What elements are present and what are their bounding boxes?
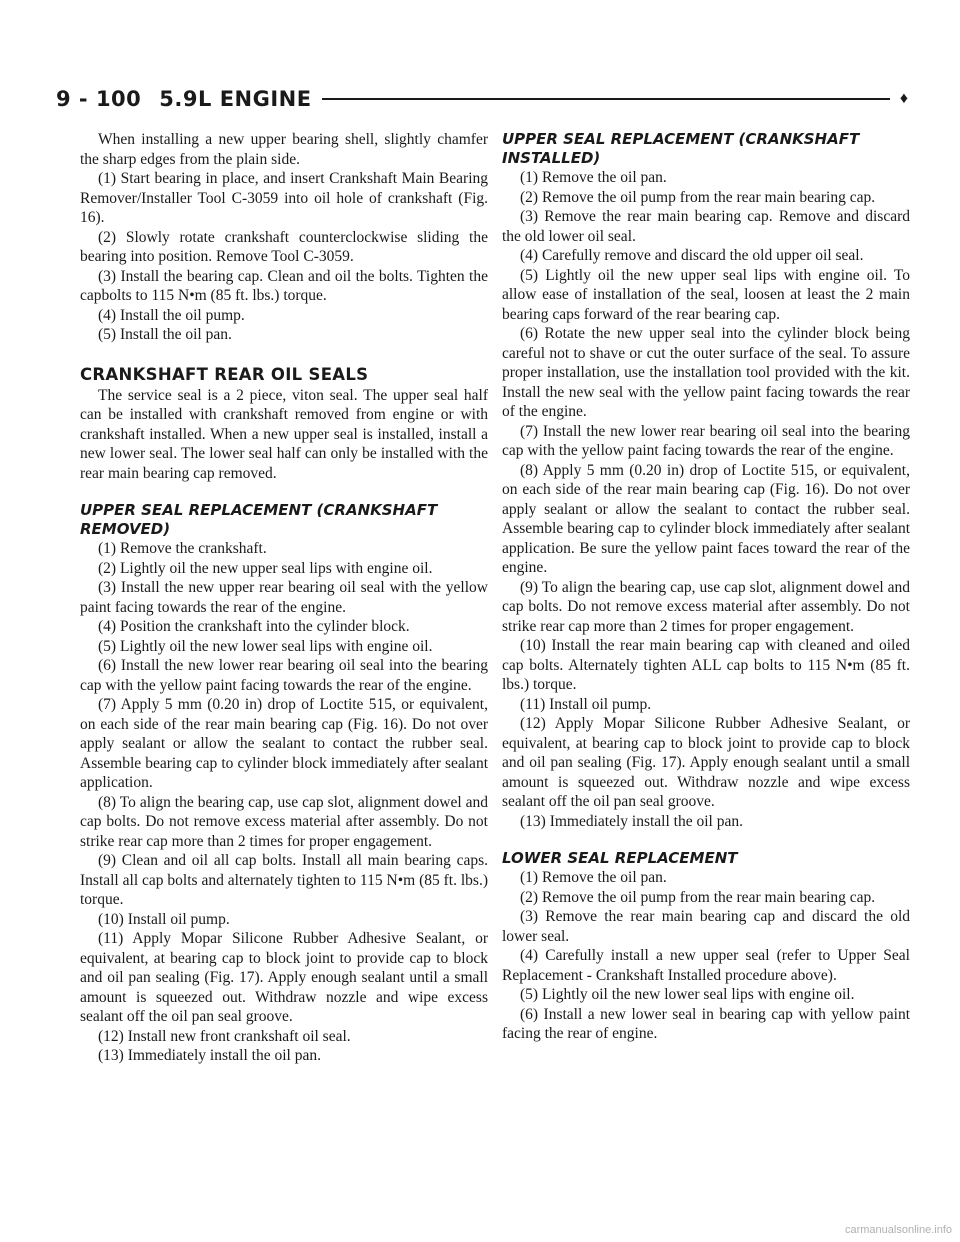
lower-step: (6) Install a new lower seal in bearing cap with yellow paint facing the rear of engine.: [502, 1005, 910, 1042]
right-column: [502, 130, 910, 1044]
installed-step: (10) Install the rear main bearing cap with cleaned and oiled cap bolts. Alternately tighten ALL cap bolts to 115 N•m (85 ft. lbs.) torque.: [502, 637, 910, 693]
removed-step: (6) Install the new lower rear bearing oil seal into the bearing cap with the yellow paint facing towards the rear of the engine.: [80, 657, 488, 694]
site-watermark-footer: carmanualsonline.info: [844, 1224, 952, 1236]
left-column: [80, 130, 488, 1066]
removed-step: (1) Remove the crankshaft.: [98, 540, 267, 557]
section-title: 5.9L ENGINE: [159, 87, 312, 111]
lower-step: (3) Remove the rear main bearing cap and discard the old lower seal.: [502, 908, 910, 945]
installed-step: (3) Remove the rear main bearing cap. Remove and discard the old lower oil seal.: [502, 208, 910, 245]
intro-step: (2) Slowly rotate crankshaft counterclockwise sliding the bearing into position. Remove Tool C-3059.: [80, 228, 488, 265]
upper-seal-installed-heading: UPPER SEAL REPLACEMENT (CRANKSHAFT INSTALLED): [502, 130, 860, 167]
removed-step: (10) Install oil pump.: [98, 910, 230, 928]
installed-step: (1) Remove the oil pan.: [520, 169, 667, 186]
upper-seal-removed-heading: UPPER SEAL REPLACEMENT (CRANKSHAFT REMOVED): [80, 501, 438, 538]
installed-step: (5) Lightly oil the new upper seal lips with engine oil. To allow ease of installation of the seal, loosen at least the 2 main bearing caps forward of the rear bearing cap.: [502, 266, 910, 323]
lower-seal-heading: LOWER SEAL REPLACEMENT: [502, 849, 738, 867]
removed-step: (9) Clean and oil all cap bolts. Install all main bearing caps. Install all cap bolts and alternately tighten to 115 N•m (85 ft. lbs.) torque.: [80, 852, 488, 908]
installed-step: (9) To align the bearing cap, use cap slot, alignment dowel and cap bolts. Do not remove excess material after assembly. Do not strike rear cap more than 2 times for proper engagement.: [502, 578, 910, 635]
installed-step: (6) Rotate the new upper seal into the cylinder block being careful not to shave or cut the outer surface of the seal. To assure proper installation, use the installation tool provided with the kit. Install the new seal with the yellow paint facing towards the rear of the engine.: [502, 325, 910, 420]
lower-step: (4) Carefully install a new upper seal (refer to Upper Seal Replacement - Crankshaft Installed procedure above).: [502, 947, 910, 984]
intro-step: (1) Start bearing in place, and insert Crankshaft Main Bearing Remover/Installer Tool C-3059 into oil hole of crankshaft (Fig. 16).: [80, 170, 488, 226]
installed-step: (4) Carefully remove and discard the old upper oil seal.: [520, 247, 864, 264]
rear-oil-seals-heading: CRANKSHAFT REAR OIL SEALS: [80, 364, 369, 384]
intro-step: (5) Install the oil pan.: [98, 326, 232, 343]
removed-step: (5) Lightly oil the new lower seal lips with engine oil.: [98, 637, 433, 655]
lower-step: (1) Remove the oil pan.: [520, 869, 667, 886]
page-number: 9 - 100: [56, 87, 142, 111]
installed-step: (2) Remove the oil pump from the rear main bearing cap.: [520, 188, 876, 206]
diamond-icon: ♦: [899, 90, 908, 107]
installed-step: (8) Apply 5 mm (0.20 in) drop of Loctite 515, or equivalent, on each side of the rear main bearing cap (Fig. 16). Do not over apply sealant or allow the sealant to contact the rubber seal. Assemble bearing cap to cylinder block immediately after sealant application. Be sure the yellow paint faces toward the rear of the engine.: [502, 461, 910, 576]
removed-step: (4) Position the crankshaft into the cylinder block.: [98, 618, 410, 635]
rear-oil-seals-text: The service seal is a 2 piece, viton seal. The upper seal half can be installed with crankshaft removed from engine or with crankshaft installed. When a new upper seal is installed, install a new lower seal. The lower seal half can only be installed with the rear main bearing cap removed.: [80, 386, 488, 482]
intro-step: (3) Install the bearing cap. Clean and oil the bolts. Tighten the capbolts to 115 N•m (85 ft. lbs.) torque.: [80, 267, 488, 304]
lower-step: (5) Lightly oil the new lower seal lips with engine oil.: [520, 986, 855, 1003]
removed-step: (11) Apply Mopar Silicone Rubber Adhesive Sealant, or equivalent, at bearing cap to block joint to provide cap to block and oil pan sealing (Fig. 17). Apply enough sealant until a small amount is squeezed out. Withdraw nozzle and wipe excess sealant off the oil pan seal groove.: [80, 930, 488, 1025]
removed-step: (8) To align the bearing cap, use cap slot, alignment dowel and cap bolts. Do not remove excess material after assembly. Do not strike rear cap more than 2 times for proper engagement.: [80, 793, 488, 850]
installed-step: (7) Install the new lower rear bearing oil seal into the bearing cap with the yellow paint facing towards the rear of the engine.: [502, 422, 910, 459]
installed-step: (11) Install oil pump.: [520, 695, 652, 713]
intro-paragraph: When installing a new upper bearing shell, slightly chamfer the sharp edges from the plain side.: [80, 131, 488, 168]
removed-step: (12) Install new front crankshaft oil seal.: [98, 1027, 351, 1045]
intro-step: (4) Install the oil pump.: [98, 306, 245, 324]
removed-step: (13) Immediately install the oil pan.: [98, 1047, 321, 1064]
removed-step: (7) Apply 5 mm (0.20 in) drop of Loctite 515, or equivalent, on each side of the rear main bearing cap (Fig. 16). Do not over apply sealant or allow the sealant to contact the rubber seal. Assemble bearing cap to cylinder block immediately after sealant application.: [80, 696, 488, 791]
lower-step: (2) Remove the oil pump from the rear main bearing cap.: [520, 888, 876, 906]
installed-step: (13) Immediately install the oil pan.: [520, 812, 743, 830]
installed-step: (12) Apply Mopar Silicone Rubber Adhesive Sealant, or equivalent, at bearing cap to block joint to provide cap to block and oil pan sealing (Fig. 17). Apply enough sealant until a small amount is squeezed out. Withdraw nozzle and wipe excess sealant off the oil pan seal groove.: [502, 715, 910, 810]
removed-step: (3) Install the new upper rear bearing oil seal with the yellow paint facing towards the rear of the engine.: [80, 579, 488, 616]
header-rule: [322, 98, 890, 100]
page-header: [56, 84, 908, 114]
removed-step: (2) Lightly oil the new upper seal lips with engine oil.: [98, 559, 433, 577]
